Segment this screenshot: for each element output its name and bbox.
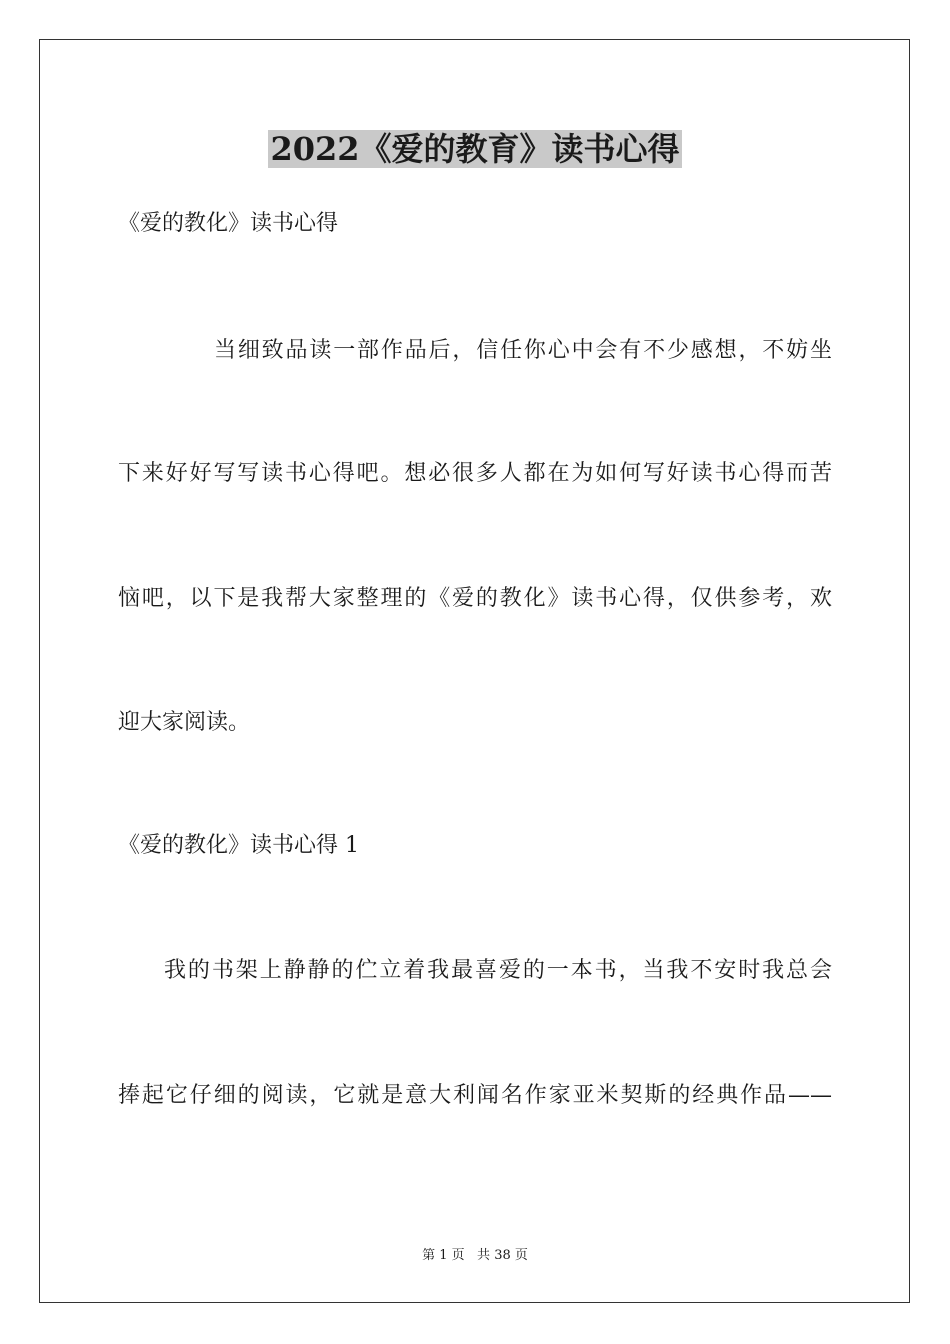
document-subtitle: 《爱的教化》读书心得 (118, 211, 339, 236)
document-title: 2022《爱的教育》读书心得 (270, 130, 680, 168)
paragraph-line: 当细致品读一部作品后，信任你心中会有不少感想，不妨坐 (214, 338, 832, 363)
page-number: 第 1 页 共 38 页 (422, 1248, 528, 1263)
paragraph-line: 捧起它仔细的阅读，它就是意大利闻名作家亚米契斯的经典作品—— (118, 1083, 832, 1108)
section-heading: 《爱的教化》读书心得 1 (118, 833, 359, 858)
paragraph-line: 恼吧，以下是我帮大家整理的《爱的教化》读书心得，仅供参考，欢 (118, 586, 832, 611)
paragraph-line: 下来好好写写读书心得吧。想必很多人都在为如何写好读书心得而苦 (118, 461, 832, 486)
paragraph-line: 我的书架上静静的伫立着我最喜爱的一本书，当我不安时我总会 (164, 958, 832, 983)
document-title-wrap (0, 124, 950, 174)
paragraph-line: 迎大家阅读。 (118, 710, 251, 735)
